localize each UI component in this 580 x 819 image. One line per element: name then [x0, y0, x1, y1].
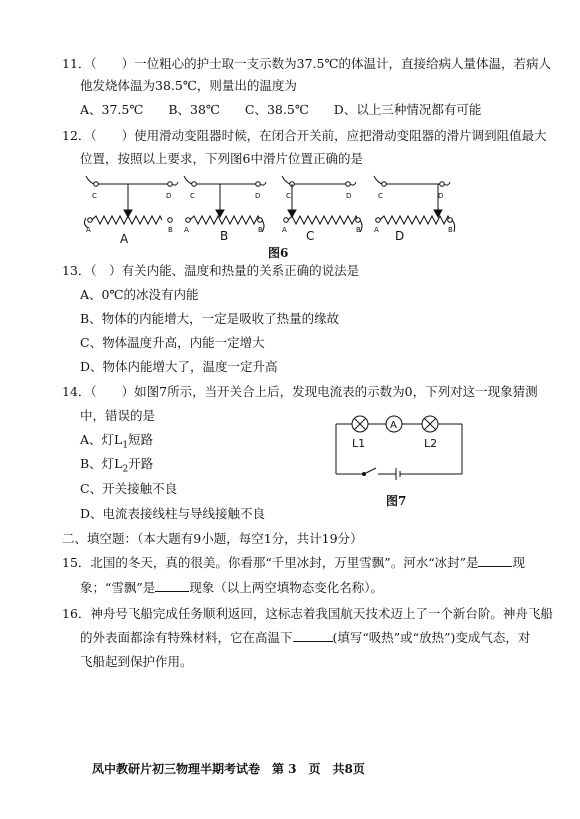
q16-line1: 16．神舟号飞船完成任务顺利返回，这标志着我国航天技术迈上了一个新台阶。神舟飞船 [62, 606, 553, 621]
q15-line2: 象；“雪飘”是 现象（以上两空填物态变化名称）。 [80, 580, 384, 595]
q16-line3: 飞船起到保护作用。 [80, 654, 193, 669]
terminal-label-a: A [374, 226, 379, 234]
q16-blank-1[interactable] [293, 630, 333, 642]
panel-label-d: D [395, 229, 405, 243]
terminal-label-c: C [92, 192, 97, 200]
terminal-label-c: C [286, 192, 291, 200]
panel-label-a: A [120, 232, 129, 246]
q12-line2: 位置，按照以上要求，下列图6中滑片位置正确的是 [80, 151, 363, 166]
switch-icon [364, 468, 376, 474]
q14-option-d: D、电流表接线柱与导线接触不良 [80, 506, 266, 521]
figure-7-caption: 图7 [386, 494, 407, 508]
terminal-label-d: D [346, 192, 352, 200]
rheostat-panel-b [184, 176, 266, 232]
figure-6-caption: 图6 [268, 246, 289, 260]
q16-line2: 的外表面都涂有特殊材料，它在高温下 (填写“吸热”或“放热”)变成气态，对 [80, 630, 531, 645]
q15-blank-2[interactable] [155, 580, 189, 592]
q11-line1: 11．（ ）一位粗心的护士取一支示数为37.5℃的体温计，直接给病人量体温，若病人 [62, 56, 551, 71]
terminal-label-d: D [438, 192, 444, 200]
terminal-label-b: B [168, 226, 173, 234]
q14-line2: 中，错误的是 [80, 408, 156, 423]
terminal-label-a: A [282, 226, 287, 234]
ammeter-symbol: A [390, 420, 397, 431]
q13-option-a: A、0℃的冰没有内能 [80, 287, 199, 302]
panel-label-b: B [220, 229, 229, 243]
q11-options: A、37.5℃ B、38℃ C、38.5℃ D、以上三种情况都有可能 [80, 102, 482, 117]
terminal-label-b: B [356, 226, 361, 234]
figure-6 [80, 172, 480, 252]
q13-option-d: D、物体内能增大了，温度一定升高 [80, 359, 278, 374]
q14-option-a: A、灯$L_1$短路 [80, 432, 154, 451]
terminal-label-c: C [378, 192, 383, 200]
q14-option-b: B、灯$L_2$开路 [80, 456, 154, 475]
q13-option-c: C、物体温度升高，内能一定增大 [80, 335, 265, 350]
rheostat-panel-a [84, 176, 178, 228]
terminal-label-d: D [255, 192, 261, 200]
lamp2-label: L2 [424, 437, 438, 450]
figure-7 [330, 412, 470, 484]
rheostat-panel-d [374, 176, 455, 232]
terminal-label-d: D [166, 192, 172, 200]
q14-option-c: C、开关接触不良 [80, 481, 178, 496]
q14-line1: 14．（ ）如图7所示，当开关合上后，发现电流表的示数为0，下列对这一现象猜测 [62, 384, 538, 399]
terminal-label-c: C [190, 192, 195, 200]
terminal-label-b: B [258, 226, 263, 234]
q12-line1: 12．（ ）使用滑动变阻器时候，在闭合开关前，应把滑动变阻器的滑片调到阻值最大 [62, 128, 547, 143]
q13-option-b: B、物体的内能增大，一定是吸收了热量的缘故 [80, 311, 340, 326]
rheostat-panel-c [282, 176, 362, 232]
section2-heading: 二、填空题：（本大题有9小题，每空1分，共计19分） [62, 531, 363, 546]
terminal-label-a: A [86, 226, 91, 234]
page-footer: 凤中教研片初三物理半期考试卷 第 3 页 共8页 [92, 762, 365, 776]
q11-line2: 他发烧体温为38.5℃，则量出的温度为 [80, 78, 297, 93]
terminal-label-b: B [448, 226, 453, 234]
q15-line1: 15．北国的冬天，真的很美。你看那“千里冰封，万里雪飘”。河水“冰封”是 现 [62, 555, 525, 570]
panel-label-c: C [306, 229, 315, 243]
q15-blank-1[interactable] [478, 555, 512, 567]
lamp1-label: L1 [352, 437, 366, 450]
q13-stem: 13．（ ）有关内能、温度和热量的关系正确的说法是 [62, 263, 360, 278]
terminal-label-a: A [184, 226, 189, 234]
